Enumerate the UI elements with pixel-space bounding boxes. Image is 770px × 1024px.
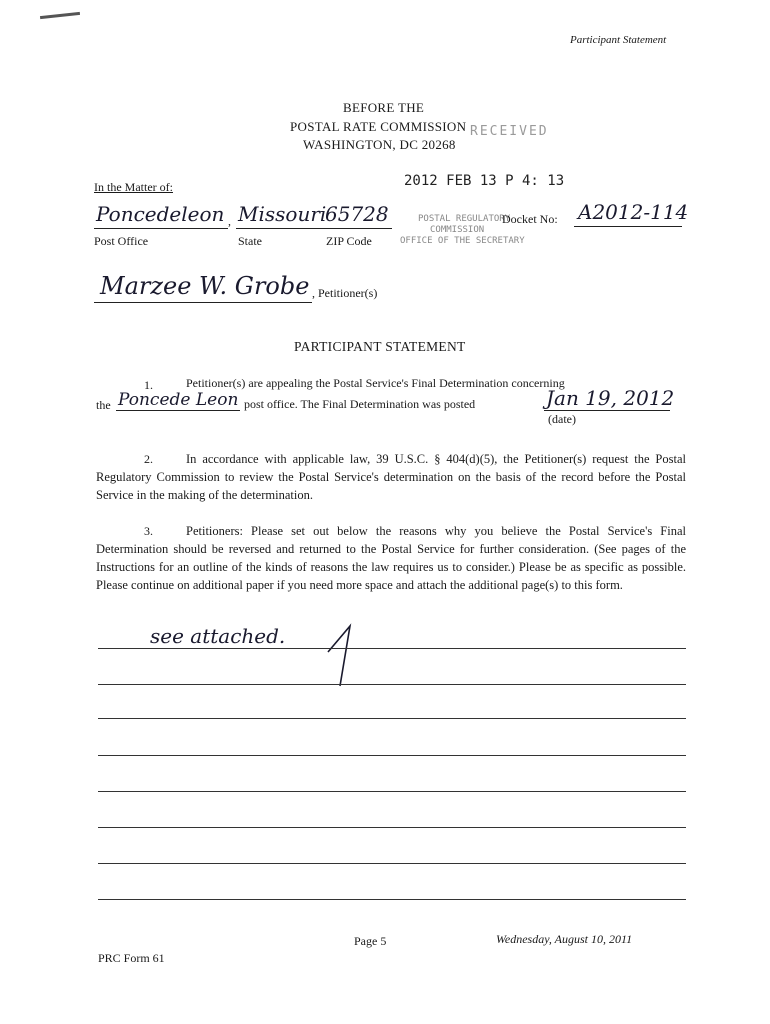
- petitioner-value: Marzee W. Grobe: [100, 272, 310, 300]
- footer-page: Page 5: [354, 934, 387, 948]
- para3-number: 3.: [144, 524, 153, 538]
- docket-label: Docket No:: [502, 212, 558, 226]
- footer-date: Wednesday, August 10, 2011: [496, 932, 633, 946]
- filing-timestamp: 2012 FEB 13 P 4: 13: [404, 173, 565, 189]
- state-value: Missouri: [238, 202, 327, 226]
- scan-mark: [40, 12, 80, 19]
- reason-line-7: [98, 863, 686, 864]
- regulatory-stamp-line-1: POSTAL REGULATORY: [418, 214, 511, 224]
- para1-date-value: Jan 19, 2012: [546, 386, 675, 410]
- para1-number: 1.: [144, 378, 153, 392]
- para2-number: 2.: [144, 452, 153, 466]
- header-label: Participant Statement: [570, 34, 667, 46]
- post-office-line: [94, 228, 228, 229]
- footer-form: PRC Form 61: [98, 951, 165, 965]
- section-title: PARTICIPANT STATEMENT: [294, 339, 466, 354]
- state-label: State: [238, 234, 262, 248]
- petitioner-line: [94, 302, 312, 303]
- title-line-3: WASHINGTON, DC 20268: [303, 137, 456, 152]
- docket-line: [574, 226, 682, 227]
- para2-text: In accordance with applicable law, 39 U.S.C. § 404(d)(5), the Petitioner(s) request the Postal Regulatory Commission to review the Postal Service's determination on the basis of the record before the Postal Service in the making of the determination.: [96, 452, 686, 502]
- zip-line: [322, 228, 392, 229]
- reason-line-6: [98, 827, 686, 828]
- state-line: [236, 228, 322, 229]
- reason-line-5: [98, 791, 686, 792]
- para1-post-office-value: Poncede Leon: [118, 390, 239, 410]
- title-line-2: POSTAL RATE COMMISSION: [290, 119, 467, 134]
- handwritten-mark: [318, 620, 358, 690]
- zip-value: 65728: [325, 202, 389, 226]
- docket-value: A2012-114: [578, 200, 689, 224]
- reason-line-8: [98, 899, 686, 900]
- post-office-value: Poncedeleon: [96, 202, 225, 226]
- reason-line-3: [98, 718, 686, 719]
- handwritten-reason: see attached.: [150, 624, 286, 648]
- matter-label: In the Matter of:: [94, 180, 173, 194]
- title-line-1: BEFORE THE: [343, 100, 425, 115]
- para1-the: the: [96, 398, 111, 412]
- para1-date-label: (date): [548, 412, 576, 426]
- reason-line-4: [98, 755, 686, 756]
- zip-label: ZIP Code: [326, 234, 372, 248]
- regulatory-stamp-line-2: COMMISSION: [430, 225, 485, 235]
- para3-text: Petitioners: Please set out below the reasons why you believe the Postal Service's Final Determination should be reversed and returned to the Postal Service for further consideration. (See pages of the Instructions for an outline of the kinds of reasons the law requires us to consider.) Please be as specific as possible. Please continue on additional paper if you need more space and attach the additional page(s) to this form.: [96, 524, 686, 592]
- comma-1: ,: [228, 214, 231, 228]
- handwritten-mark-stroke: [328, 626, 350, 686]
- para1-text-b: post office. The Final Determination was posted: [244, 397, 476, 411]
- received-stamp: RECEIVED: [470, 124, 549, 139]
- petitioner-label: , Petitioner(s): [312, 286, 378, 300]
- post-office-label: Post Office: [94, 234, 149, 248]
- reason-line-1: [98, 648, 686, 649]
- para1-text-a: Petitioner(s) are appealing the Postal Service's Final Determination concerning: [186, 376, 565, 390]
- para1-post-office-line: [116, 410, 240, 411]
- reason-line-2: [98, 684, 686, 685]
- para1-date-line: [544, 410, 670, 411]
- regulatory-stamp-line-3: OFFICE OF THE SECRETARY: [400, 236, 525, 246]
